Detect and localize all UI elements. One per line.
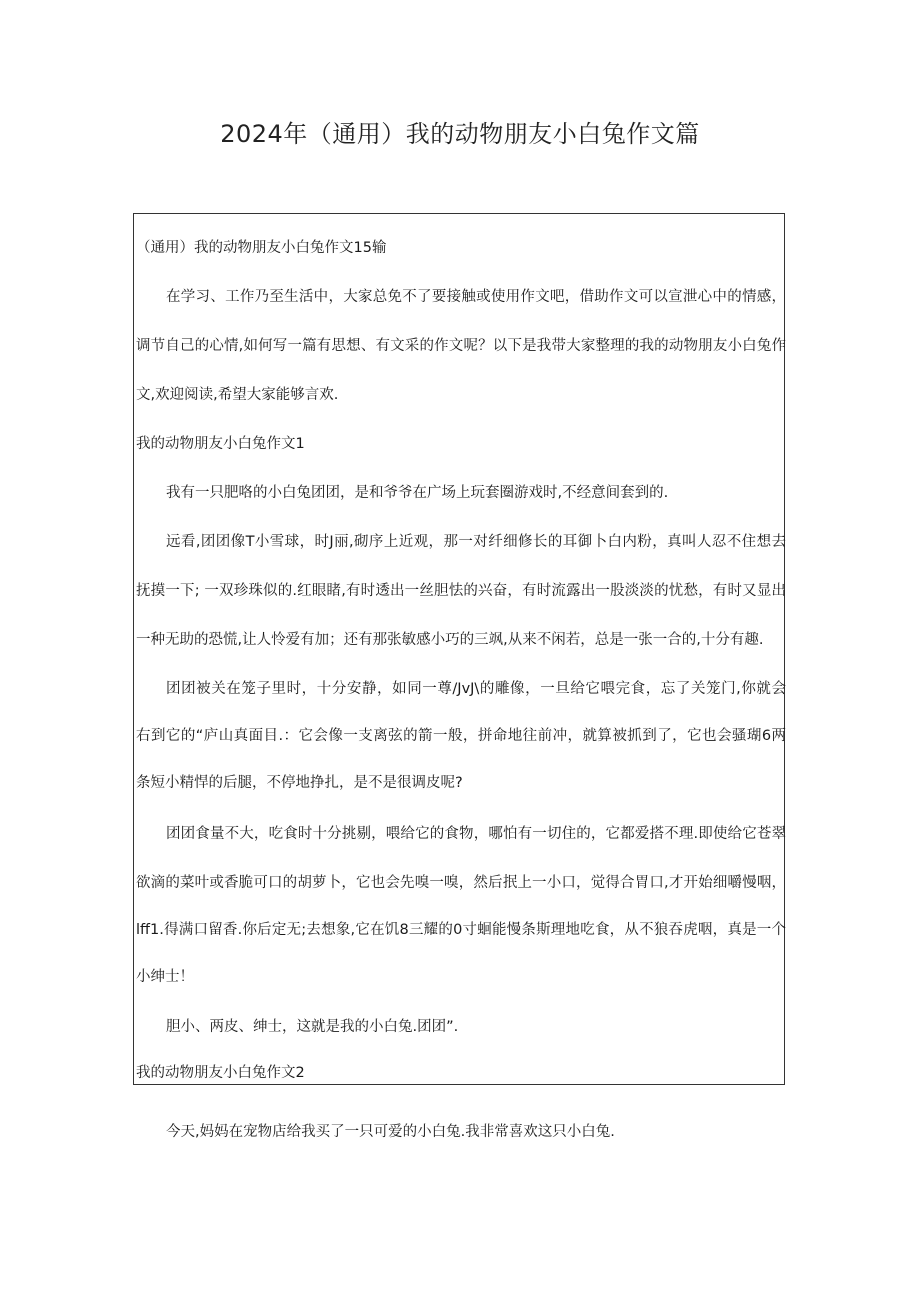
paragraph-line: 我有一只肥咯的小白兔团团，是和爷爷在广场上玩套圈游戏时,不经意间套到的. bbox=[166, 485, 669, 501]
paragraph-line: 欲滴的菜叶或香脆可口的胡萝卜，它也会先嗅一嗅，然后抿上一小口，觉得合胃口,才开始细嚼慢咽， bbox=[136, 875, 786, 891]
paragraph-line: 条短小精悍的后腿，不停地挣扎，是不是很调皮呢? bbox=[136, 775, 463, 791]
subtitle-line: （通用）我的动物朋友小白兔作文15输 bbox=[136, 240, 387, 256]
paragraph-line: 文,欢迎阅读,希望大家能够言欢. bbox=[136, 387, 339, 403]
section-heading-1: 我的动物朋友小白兔作文1 bbox=[136, 436, 305, 452]
paragraph-line: 团团被关在笼子里时，十分安静，如同一尊/JvJ\的雕像，一旦给它喂完食，忘了关笼门,你就会 bbox=[166, 681, 786, 697]
section-heading-2: 我的动物朋友小白兔作文2 bbox=[136, 1065, 305, 1081]
paragraph-line: 右到它的“庐山真面目.：它会像一支离弦的箭一般，拼命地往前冲，就算被抓到了，它也会骚瑚6两 bbox=[136, 728, 786, 744]
paragraph-line: 团团食量不大，吃食时十分挑剔，喂给它的食物，哪怕有一切住的，它都爱搭不理.即使给它苍翠 bbox=[166, 826, 786, 842]
paragraph-line: 调节自己的心情,如何写一篇有思想、有文采的作文呢？以下是我带大家整理的我的动物朋友小白兔作 bbox=[136, 338, 786, 354]
paragraph-line: 胆小、两皮、绅士，这就是我的小白兔.团团”. bbox=[166, 1019, 459, 1035]
paragraph-line: 抚摸一下; 一双珍珠似的.红眼睹,有时透出一丝胆怯的兴奋，有时流露出一股淡淡的忧愁，有时又显出 bbox=[136, 583, 786, 599]
paragraph-line: 一种无助的恐慌,让人怜爱有加；还有那张敏感小巧的三飒,从来不闲若，总是一张一合的,十分有趣. bbox=[136, 632, 764, 648]
document-title: 2024年（通用）我的动物朋友小白兔作文篇 bbox=[220, 120, 700, 148]
paragraph-line: 远看,团团像T小雪球，时J丽,砌序上近观，那一对纤细修长的耳御卜白内粉，真叫人忍不住想去 bbox=[166, 534, 786, 550]
paragraph-line: 今天,妈妈在宠物店给我买了一只可爱的小白兔.我非常喜欢这只小白兔. bbox=[166, 1124, 615, 1140]
paragraph-line: 小绅士！ bbox=[136, 969, 194, 985]
paragraph-line: 在学习、工作乃至生活中，大家总免不了要接触或使用作文吧，借助作文可以宣泄心中的情感， bbox=[166, 289, 786, 305]
paragraph-line: lff1.得满口留香.你后定无;去想象,它在饥8三耀的0寸蛔能慢条斯理地吃食，从不狼吞虎咽，真是一个 bbox=[136, 922, 786, 938]
